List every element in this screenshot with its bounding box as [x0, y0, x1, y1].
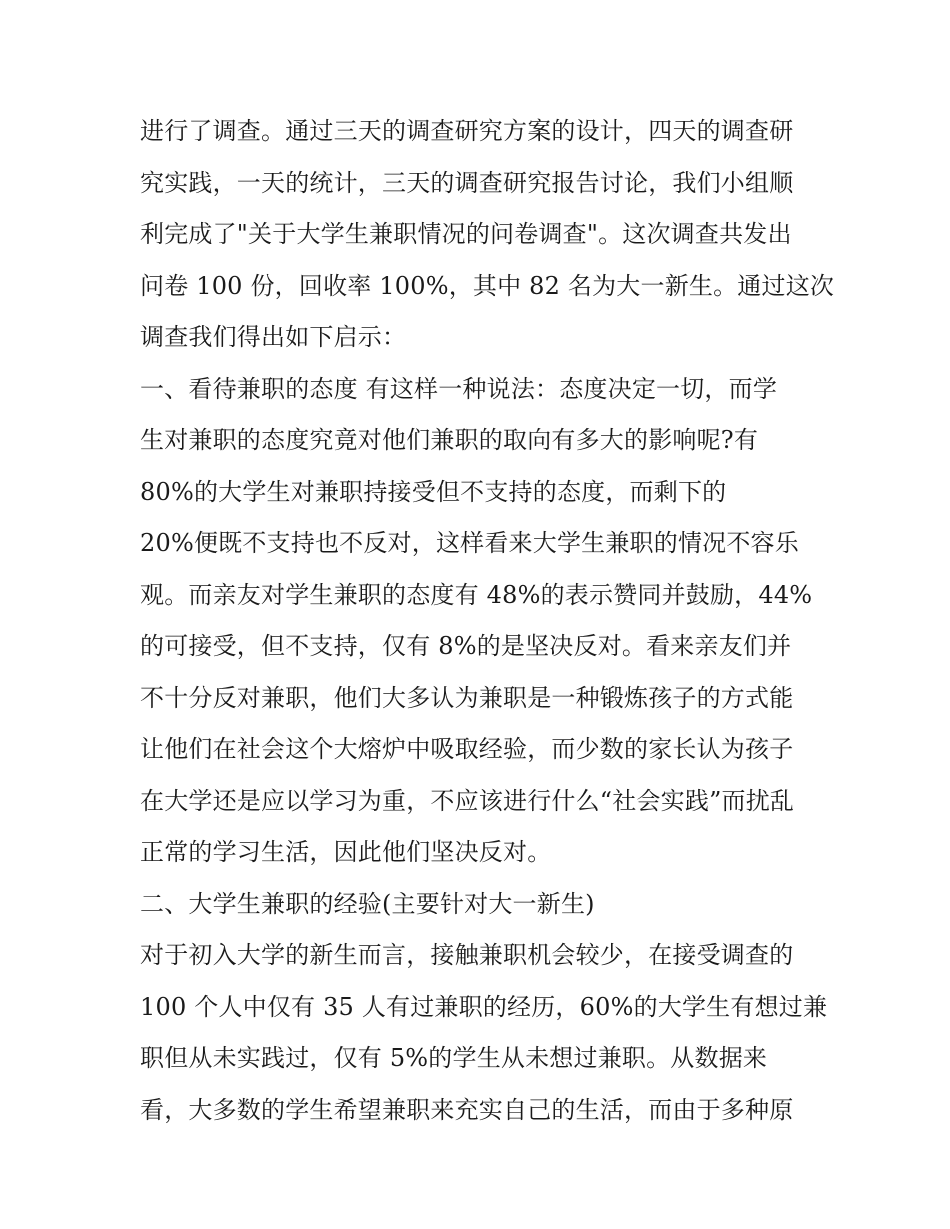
text-line: 对于初入大学的新生而言，接触兼职机会较少，在接受调查的 — [140, 941, 794, 969]
text-line: 利完成了"关于大学生兼职情况的问卷调查"。这次调查共发出 — [140, 220, 792, 248]
text-line: 进行了调查。通过三天的调查研究方案的设计，四天的调查研 — [140, 117, 794, 145]
document-body — [140, 106, 835, 1136]
text-line: 不十分反对兼职，他们大多认为兼职是一种锻炼孩子的方式能 — [140, 683, 794, 712]
text-line: 问卷 100 份，回收率 100%，其中 82 名为大一新生。通过这次 — [140, 271, 835, 300]
text-line: 20%便既不支持也不反对，这样看来大学生兼职的情况不容乐 — [140, 529, 799, 557]
text-line: 让他们在社会这个大熔炉中吸取经验，而少数的家长认为孩子 — [140, 735, 794, 763]
text-line: 看，大多数的学生希望兼职来充实自己的生活，而由于多种原 — [140, 1095, 794, 1124]
section-heading: 二、大学生兼职的经验(主要针对大一新生) — [140, 889, 595, 918]
text-line: 生对兼职的态度究竟对他们兼职的取向有多大的影响呢?有 — [140, 426, 759, 454]
text-line: 观。而亲友对学生兼职的态度有 48%的表示赞同并鼓励，44% — [140, 580, 813, 609]
text-line: 正常的学习生活，因此他们坚决反对。 — [140, 838, 552, 866]
text-line: 100 个人中仅有 35 人有过兼职的经历，60%的大学生有想过兼 — [140, 992, 828, 1021]
text-line: 调查我们得出如下启示： — [140, 323, 407, 351]
text-line: 职但从未实践过，仅有 5%的学生从未想过兼职。从数据来 — [140, 1044, 768, 1072]
text-line: 究实践，一天的统计，三天的调查研究报告讨论，我们小组顺 — [140, 168, 794, 197]
section-heading-line: 一、看待兼职的态度 有这样一种说法：态度决定一切，而学 — [140, 374, 778, 403]
text-line: 的可接受，但不支持，仅有 8%的是坚决反对。看来亲友们并 — [140, 632, 792, 660]
text-line: 80%的大学生对兼职持接受但不支持的态度，而剩下的 — [140, 477, 727, 506]
text-line: 在大学还是应以学习为重，不应该进行什么“社会实践”而扰乱 — [140, 786, 795, 815]
